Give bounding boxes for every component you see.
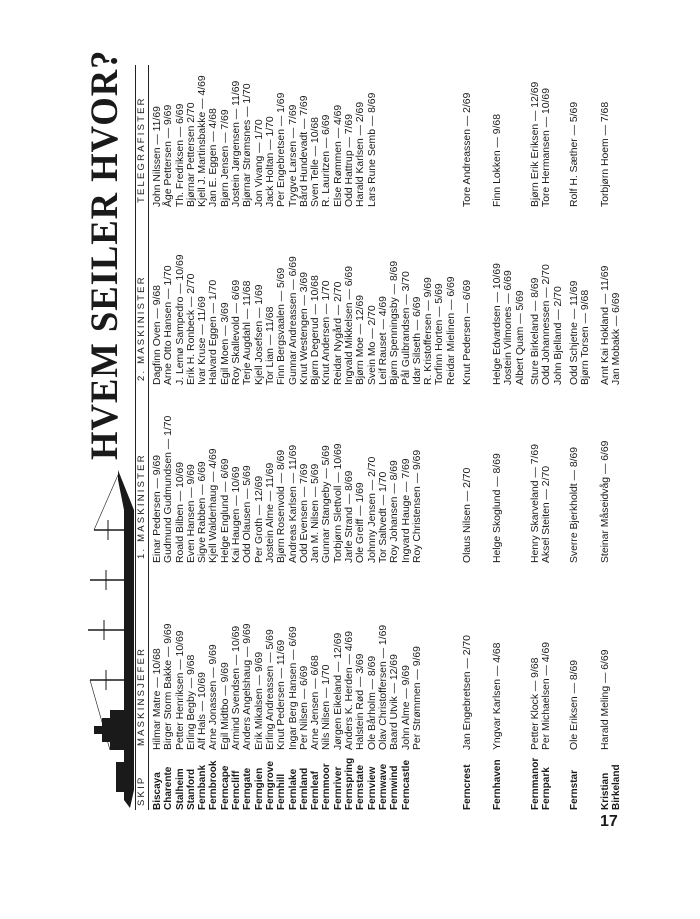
radio-officer-entry: Odd Hattrup — 7/69 <box>344 114 356 207</box>
second-engineer-entry: Pål Gulbrandsen — 3/70 <box>400 271 412 385</box>
second-column <box>569 281 592 385</box>
second-engineer-entry: Bjørn Moe — 12/69 <box>355 294 367 385</box>
radio-officer-entry: Bjørnar Pettersen 2/70 <box>185 102 197 207</box>
ship-name: Fernhill <box>276 773 288 810</box>
radio-officer-entry: Jack Holtan — 1/70 <box>264 116 276 207</box>
radio-column <box>492 114 503 207</box>
radio-officer-entry: Else Rømmen — 4/69 <box>332 104 344 207</box>
radio-officer-entry: Sven Telle — 10/68 <box>310 117 322 207</box>
first-engineer-entry: Aksel Steiten — 2/70 <box>541 465 553 563</box>
chief-column <box>492 643 503 750</box>
chief-engineer-entry: Anders K. Herden — 4/69 <box>344 631 356 750</box>
first-engineer-entry: Odd Olausen — 5/69 <box>242 465 254 563</box>
ship-name: Ferngrove <box>264 761 276 810</box>
first-engineer-entry: Gunnar Stangeby — 5/69 <box>321 445 333 563</box>
chief-engineer-entry: Jan Engebretsen — 2/70 <box>462 635 473 750</box>
chief-engineer-entry: Erling Andreassen — 5/69 <box>264 629 276 750</box>
chief-engineer-entry: Ole Bårholm — 8/69 <box>366 655 378 750</box>
radio-officer-entry: John Nilssen — 11/69 <box>152 106 163 207</box>
first-engineer-entry: Steinar Måseidvåg — 6/69 <box>600 440 611 563</box>
first-engineer-entry: Sigve Rabben — 6/69 <box>197 461 209 563</box>
first-engineer-entry: Roy Christensen — 9/69 <box>411 449 423 563</box>
radio-officer-entry: Tore Andreassen — 2/69 <box>462 92 473 207</box>
ship-name: Birkeland <box>611 764 623 810</box>
chief-engineer-entry: Knut Pedersen — 11/69 <box>276 639 288 750</box>
second-engineer-entry: Egil Moen — 3/69 <box>219 302 231 385</box>
chief-engineer-entry: Alf Hals — 10/69 <box>197 672 209 750</box>
second-column <box>152 254 457 385</box>
second-engineer-entry: Dagfinn Oven — 9/68 <box>152 285 163 385</box>
ship-name: Ferngien <box>253 767 265 810</box>
radio-officer-entry: Rolf H. Sæther — 5/69 <box>569 101 580 207</box>
radio-column <box>569 102 580 207</box>
ship-name: Ferncrest <box>462 764 473 810</box>
first-engineer-entry: Bjørn Rosenvold — 8/69 <box>276 449 288 563</box>
second-engineer-entry: Svein Mo — 2/70 <box>366 305 378 385</box>
first-engineer-entry: Ole Greiff — 1/69 <box>355 482 367 563</box>
second-engineer-entry: Finn Bergsvaalen — 5/69 <box>276 267 288 385</box>
ship-name: Fernriver <box>332 766 344 810</box>
header-second-engineer: 2. MASKINISTER <box>136 275 147 381</box>
header-rule-bottom <box>148 65 149 810</box>
second-engineer-entry: Ingvald Mikkelsen — 6/69 <box>344 266 356 385</box>
second-engineer-entry: Bjørn Degerud — 10/68 <box>310 275 322 385</box>
first-engineer-entry: Odd Evensen — 7/69 <box>298 463 310 563</box>
second-engineer-entry: Bjørn Spenningsby — 8/69 <box>389 260 401 385</box>
chief-engineer-entry: Jørgen Eikeland — 12/69 <box>332 632 344 750</box>
first-column <box>600 441 611 563</box>
header-first-engineer: 1. MASKINISTER <box>136 453 147 559</box>
chief-column <box>152 623 423 750</box>
first-engineer-entry: Kai Haugen — 10/69 <box>231 466 243 563</box>
second-engineer-entry: Leif Rauset — 4/69 <box>377 296 389 385</box>
chief-engineer-entry: Birger Storm Bakke — 9/69 <box>163 623 175 750</box>
second-engineer-entry: J. Lemø Sampedro — 10/69 <box>174 254 186 385</box>
chief-engineer-entry: Ingar Berg Hansen — 6/69 <box>287 626 299 750</box>
ship-illustration <box>80 468 135 810</box>
rotated-page-content <box>80 49 640 810</box>
chief-engineer-entry: Erik Mikalsen — 9/69 <box>253 651 265 750</box>
second-engineer-entry: Helge Edvardsen — 10/69 <box>492 263 503 385</box>
second-engineer-entry: Bjørn Torsen — 9/68 <box>580 289 592 385</box>
second-engineer-entry: Knut Westengen — 3/69 <box>298 271 310 385</box>
chief-engineer-entry: Erling Begby — 9/68 <box>185 654 197 750</box>
first-engineer-entry: Ingvard Hauge — 7/69 <box>400 458 412 563</box>
radio-column <box>600 102 611 207</box>
chief-engineer-entry: Egil Midtbo — 9/69 <box>219 662 231 750</box>
first-column <box>462 468 473 563</box>
second-column <box>600 266 623 385</box>
second-engineer-entry: Odd Schjetne — 11/69 <box>569 280 580 385</box>
first-column <box>492 453 503 563</box>
radio-officer-entry: Bård Hundevadt — 7/69 <box>298 95 310 207</box>
chief-engineer-entry: Halstein Rød — 3/69 <box>355 653 367 750</box>
first-engineer-entry: Torbjørn Slettvoll — 10/69 <box>332 443 344 563</box>
chief-engineer-entry: Armind Svendsen — 10/69 <box>231 625 243 750</box>
page-number: 17 <box>600 813 618 830</box>
chief-column <box>569 660 580 750</box>
chief-engineer-entry: Per Nilsen — 6/69 <box>298 665 310 750</box>
chief-engineer-entry: Anders Angelshaug — 9/69 <box>242 623 254 750</box>
radio-officer-entry: Trygve Larsen — 7/69 <box>287 104 299 207</box>
ship-name: Biscaya <box>152 772 163 810</box>
first-engineer-entry: Olaus Nilsen — 2/70 <box>462 467 473 563</box>
ship-name: Fernmanor <box>530 757 541 810</box>
page-title: HVEM SEILER HVOR? <box>83 49 126 460</box>
chief-engineer-entry: Arne Jensen — 6/68 <box>310 655 322 750</box>
second-engineer-entry: Idar Silseth — 6/69 <box>411 296 423 385</box>
ship-name: Ferncastle <box>400 759 412 810</box>
chief-engineer-entry: Per Strømmen — 9/69 <box>411 646 423 750</box>
radio-officer-entry: Åge Pettersen — 9/69 <box>163 104 175 207</box>
first-engineer-entry: Gudmund Gudmundsen — 1/70 <box>163 415 175 563</box>
second-engineer-entry: John Bjelland — 2/70 <box>552 286 564 385</box>
chief-engineer-entry: Olav Christoffersen — 1/69 <box>377 624 389 750</box>
second-column <box>492 263 526 385</box>
chief-column <box>600 650 611 751</box>
ships-column <box>569 750 580 810</box>
first-engineer-entry: Kjell Walderhaug — 4/69 <box>208 448 220 563</box>
first-engineer-entry: Per Groth — 12/69 <box>253 475 265 563</box>
first-engineer-entry: Henry Skarveland — 7/69 <box>530 444 541 563</box>
second-engineer-entry: R. Kristoffersen — 9/69 <box>423 277 435 385</box>
second-engineer-entry: Torfinn Horten — 5/69 <box>434 283 446 385</box>
second-engineer-entry: Ivar Kruse — 11/69 <box>197 296 209 385</box>
first-engineer-entry: Roald Bilben — 10/69 <box>174 461 186 563</box>
first-engineer-entry: Johnny Jensen — 2/70 <box>366 456 378 563</box>
chief-column <box>462 635 473 750</box>
ships-column <box>492 750 503 810</box>
second-engineer-entry: Knut Pedersen — 6/69 <box>462 279 473 385</box>
second-engineer-entry: Knut Andersen — 1/70 <box>321 280 333 385</box>
chief-engineer-entry: Yngvar Karlsen — 4/68 <box>492 642 503 750</box>
radio-officer-entry: Th. Fredriksen — 6/69 <box>174 103 186 207</box>
radio-officer-entry: Jan E. Eggen — 4/68 <box>208 108 220 207</box>
first-engineer-entry: Einar Pedersen — 9/69 <box>152 454 163 563</box>
ship-name: Fernleaf <box>310 771 322 810</box>
ship-name: Fernhaven <box>492 759 503 810</box>
first-engineer-entry: Sverre Bjerkholdt — 8/69 <box>569 446 580 563</box>
radio-officer-entry: Lars Rune Semb — 8/69 <box>366 92 378 207</box>
second-engineer-entry: Gunnar Andreassen — 6/69 <box>287 256 299 385</box>
ship-name: Kristian <box>600 772 611 810</box>
radio-officer-entry: Tore Hermansen — 10/69 <box>541 88 553 207</box>
ship-name: Ferncape <box>219 765 231 810</box>
first-engineer-entry: Helge Englund — 6/69 <box>219 458 231 563</box>
radio-officer-entry: Bjørn Jensen — 7/69 <box>219 109 231 207</box>
second-engineer-entry: Tor Lian — 11/68 <box>264 306 276 385</box>
second-engineer-entry: Reidar Nygård — 2/70 <box>332 281 344 385</box>
first-engineer-entry: Jan M. Nilsen — 5/69 <box>310 463 322 563</box>
chief-engineer-entry: John Alme — 9/69 <box>400 665 412 750</box>
ship-name: Fernbank <box>197 764 209 810</box>
radio-officer-entry: Jostein Jørgensen — 11/69 <box>231 80 243 207</box>
second-column <box>462 280 473 385</box>
chief-engineer-entry: Per Michaelsen — 4/69 <box>541 641 553 750</box>
radio-officer-entry: Torbjørn Hoem — 7/68 <box>600 101 611 207</box>
ship-name: Fernpark <box>541 767 553 810</box>
second-engineer-entry: Roy Skallevold — 6/69 <box>231 279 243 385</box>
ship-name: Charente <box>163 766 175 810</box>
chief-engineer-entry: Hilmar Matre — 10/68 <box>152 648 163 750</box>
second-engineer-entry: Albert Quam — 5/69 <box>514 290 526 385</box>
first-column <box>530 444 553 563</box>
ship-name: Fernspring <box>344 757 356 810</box>
radio-officer-entry: Harald Karlsen — 2/69 <box>355 101 367 207</box>
radio-column <box>530 82 553 207</box>
chief-engineer-entry: Harald Meling — 6/69 <box>600 649 611 750</box>
ship-name: Fernview <box>366 766 378 810</box>
radio-column <box>152 75 378 207</box>
ships-column <box>152 750 412 810</box>
ship-name: Stanford <box>185 768 197 810</box>
first-column <box>569 447 580 563</box>
second-engineer-entry: Arne Otto Hansen — 1/70 <box>163 265 175 385</box>
ship-name: Stalheim <box>174 768 186 810</box>
radio-officer-entry: Per Engebretsen — 1/69 <box>276 92 288 207</box>
header-ship: SKIP <box>136 775 147 806</box>
second-engineer-entry: Kjell Josefsen — 1/69 <box>253 284 265 385</box>
second-engineer-entry: Sture Birkeland — 8/69 <box>530 277 541 385</box>
chief-engineer-entry: Ole Eriksen — 8/69 <box>569 659 580 750</box>
ship-name: Fernstar <box>569 769 580 810</box>
second-engineer-entry: Halvard Eggen — 1/70 <box>208 279 220 385</box>
second-engineer-entry: Jan Mobakk — 6/69 <box>611 292 623 385</box>
first-engineer-entry: Andreas Karlsen — 11/69 <box>287 444 299 563</box>
chief-engineer-entry: Nils Nilsen — 1/70 <box>321 664 333 750</box>
header-radio-officer: TELEGRAFISTER <box>136 96 147 203</box>
ships-column <box>462 750 473 810</box>
first-engineer-entry: Roy Johansen — 8/69 <box>389 460 401 563</box>
header-chief-engineer: MASKINSJEFER <box>136 646 147 746</box>
radio-column <box>462 93 473 207</box>
first-engineer-entry: Even Hansen — 9/69 <box>185 464 197 563</box>
radio-officer-entry: Bjørnar Strømsnes — 1/70 <box>242 83 254 207</box>
chief-engineer-entry: Arne Jonassen — 9/69 <box>208 644 220 750</box>
chief-engineer-entry: Petter Klock — 9/68 <box>530 657 541 750</box>
second-engineer-entry: Arnt Kai Hokland — 11/69 <box>600 265 611 385</box>
ship-name: Fernland <box>298 767 310 810</box>
radio-officer-entry: Finn Lokken — 9/68 <box>492 114 503 207</box>
second-engineer-entry: Odd Johannessen — 2/70 <box>541 264 553 385</box>
second-engineer-entry: Reidar Mielinen — 6/69 <box>445 276 457 385</box>
second-engineer-entry: Jostein Vilmones — 6/69 <box>503 270 515 385</box>
second-column <box>530 264 564 385</box>
first-engineer-entry: Helge Skoglund — 8/69 <box>492 453 503 563</box>
radio-officer-entry: Kjell J. Martinsbakke — 4/69 <box>197 75 209 207</box>
first-engineer-entry: Jostein Alme — 11/69 <box>264 462 276 563</box>
first-column <box>152 416 423 563</box>
second-engineer-entry: Erik H. Ronbeck — 2/70 <box>185 273 197 385</box>
ship-name: Fernwind <box>389 765 401 810</box>
first-engineer-entry: Tor Saltvedt — 1/70 <box>377 471 389 563</box>
ship-name: Fernbrook <box>208 760 220 810</box>
second-engineer-entry: Terje Augdahl — 11/68 <box>242 280 254 385</box>
ship-name: Fernlake <box>287 768 299 810</box>
ships-column <box>600 750 623 810</box>
chief-engineer-entry: Baard Utvik — 12/69 <box>389 654 401 750</box>
chief-column <box>530 642 553 750</box>
radio-officer-entry: R. Lauritzen — 6/69 <box>321 114 333 207</box>
first-engineer-entry: Jarle Strand — 8/69 <box>344 470 356 563</box>
radio-officer-entry: Jon Vivang — 1/70 <box>253 119 265 207</box>
radio-officer-entry: Bjørn Erik Eriksen — 12/69 <box>530 81 541 207</box>
ship-name: Fernmoor <box>321 763 333 810</box>
ships-column <box>530 750 553 810</box>
chief-engineer-entry: Petter Henriksen — 10/69 <box>174 630 186 750</box>
ship-name: Ferngate <box>242 767 254 810</box>
ship-name: Fernwave <box>377 763 389 810</box>
ship-name: Fernstate <box>355 764 367 810</box>
ship-name: Ferncliff <box>231 770 243 810</box>
